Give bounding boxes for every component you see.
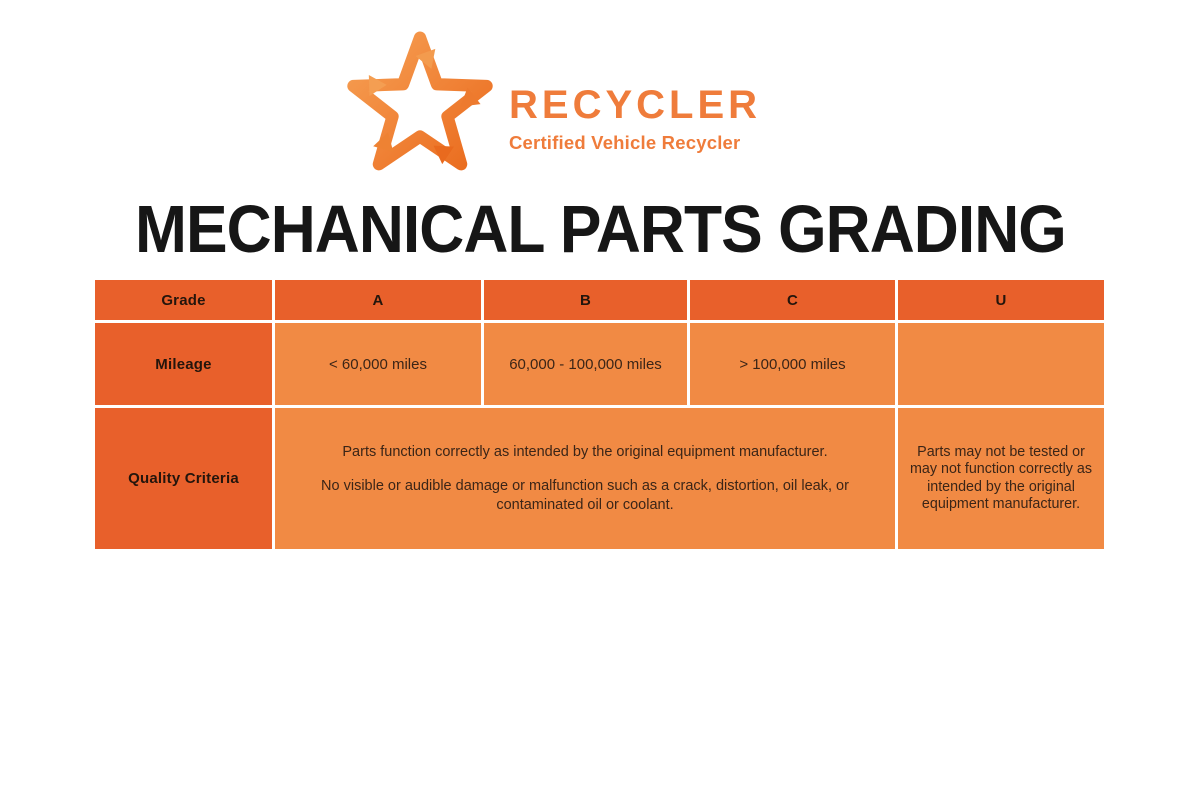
quality-abc-paragraph-2: No visible or audible damage or malfunction such as a crack, distortion, oil leak, or contaminated oil or coolant.	[321, 478, 849, 513]
quality-cell-grade-u: Parts may not be tested or may not function correctly as intended by the original equipment manufacturer.	[898, 408, 1104, 549]
quality-cell-grades-abc	[275, 408, 895, 549]
header-cell-grade: Grade	[95, 280, 272, 320]
row-label-quality-criteria: Quality Criteria	[95, 408, 272, 549]
mileage-cell-grade-u	[898, 323, 1104, 405]
header-cell-grade-a: A	[275, 280, 481, 320]
quality-abc-paragraph-1: Parts function correctly as intended by the original equipment manufacturer.	[342, 444, 828, 461]
header-cell-grade-b: B	[484, 280, 687, 320]
recycler-star-arrows-icon	[341, 28, 499, 175]
mileage-cell-grade-b: 60,000 - 100,000 miles	[484, 323, 687, 405]
logo	[341, 28, 761, 175]
page-title	[0, 192, 1200, 267]
header-cell-grade-u: U	[898, 280, 1104, 320]
page-title-text: MECHANICAL PARTS GRADING	[134, 192, 1066, 267]
grading-table	[95, 280, 1104, 549]
brand-name: RECYCLER	[509, 83, 762, 127]
logo-text	[509, 85, 761, 153]
row-label-mileage: Mileage	[95, 323, 272, 405]
brand-tagline: Certified Vehicle Recycler	[509, 132, 741, 153]
header-cell-grade-c: C	[690, 280, 895, 320]
mileage-cell-grade-a: < 60,000 miles	[275, 323, 481, 405]
mileage-cell-grade-c: > 100,000 miles	[690, 323, 895, 405]
